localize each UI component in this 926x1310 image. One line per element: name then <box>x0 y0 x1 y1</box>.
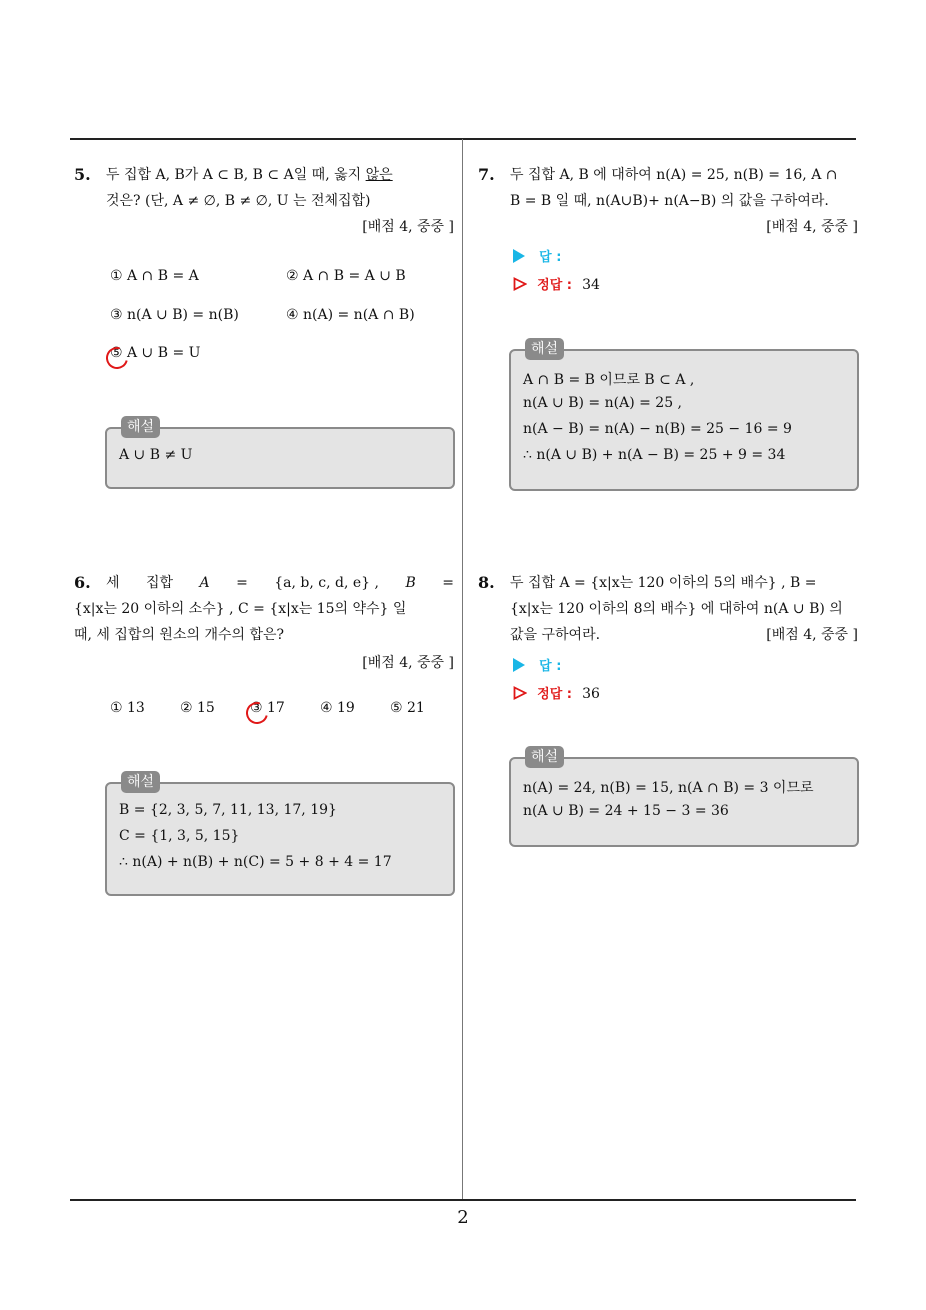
solution-tag: 해설 <box>121 771 160 793</box>
solution-line: B = {2, 3, 5, 7, 11, 13, 17, 19} <box>119 802 337 818</box>
option-1[interactable]: ① A ∩ B = A <box>110 268 199 284</box>
option-2[interactable]: ② 15 <box>180 700 215 716</box>
question-text-line1: 두 집합 A, B 에 대하여 n(A) = 25, n(B) = 16, A ∩ <box>510 167 838 183</box>
answer-line <box>513 246 561 265</box>
correct-label: 정답 : <box>537 278 572 293</box>
correct-answer-line <box>513 683 600 702</box>
question-text <box>106 162 454 214</box>
solution-line: n(A ∪ B) = n(A) = 25 , <box>523 395 682 411</box>
question-number: 5. <box>74 165 91 184</box>
correct-value: 34 <box>582 277 600 293</box>
option-5[interactable] <box>110 345 200 361</box>
question-text-line2: B = B 일 때, n(A∪B)+ n(A−B) 의 값을 구하여라. <box>510 193 829 209</box>
score-label: [배점 4, 중중 ] <box>766 627 858 643</box>
question-text-line2: {x|x는 120 이하의 8의 배수} 에 대하여 n(A ∪ B) 의 <box>510 601 843 617</box>
question-text-line2: 것은? (단, A ≠ ∅, B ≠ ∅, U 는 전체집합) <box>106 193 371 209</box>
outline-triangle-icon <box>513 686 527 700</box>
question-7 <box>478 162 858 242</box>
token: = <box>442 575 454 591</box>
outline-triangle-icon <box>513 277 527 291</box>
token: {a, b, c, d, e} , <box>274 575 379 591</box>
solution-line: n(A) = 24, n(B) = 15, n(A ∩ B) = 3 이므로 <box>523 780 814 796</box>
score-label: [배점 4, 중중 ] <box>766 219 858 235</box>
option-3[interactable]: ③ n(A ∪ B) = n(B) <box>110 307 239 323</box>
answer-label: 답 : <box>539 250 562 265</box>
score-label: [배점 4, 중중 ] <box>362 655 454 671</box>
solution-line: A ∩ B = B 이므로 B ⊂ A , <box>523 372 695 388</box>
solution-box <box>509 749 859 847</box>
solution-line: ∴ n(A) + n(B) + n(C) = 5 + 8 + 4 = 17 <box>119 854 392 870</box>
solution-box <box>509 341 859 491</box>
question-text-line1 <box>106 570 454 596</box>
token: 세 <box>106 575 120 591</box>
question-6 <box>74 570 454 680</box>
solution-line: A ∪ B ≠ U <box>119 447 193 463</box>
question-text-line3: 값을 구하여라. <box>510 627 601 643</box>
top-rule <box>70 138 856 140</box>
column-divider <box>462 139 463 1201</box>
solution-line: C = {1, 3, 5, 15} <box>119 828 240 844</box>
solution-box <box>105 774 455 896</box>
solution-line: n(A − B) = n(A) − n(B) = 25 − 16 = 9 <box>523 421 792 437</box>
score-label: [배점 4, 중중 ] <box>362 219 454 235</box>
question-text-line1: 두 집합 A = {x|x는 120 이하의 5의 배수} , B = <box>510 575 817 591</box>
question-5 <box>74 162 454 242</box>
bottom-rule <box>70 1199 856 1201</box>
token: 집합 <box>145 575 174 591</box>
correct-value: 36 <box>582 686 600 702</box>
question-number: 6. <box>74 573 91 592</box>
solution-line: ∴ n(A ∪ B) + n(A − B) = 25 + 9 = 34 <box>523 447 786 463</box>
option-4[interactable]: ④ 19 <box>320 700 355 716</box>
option-3-text: ③ 17 <box>250 700 285 716</box>
question-number: 8. <box>478 573 495 592</box>
token: = <box>236 575 248 591</box>
token: B <box>405 575 416 591</box>
underlined-word: 않은 <box>365 167 393 183</box>
play-triangle-icon <box>513 658 525 672</box>
answer-line <box>513 655 561 674</box>
question-text <box>106 570 454 596</box>
question-text-line3: 때, 세 집합의 원소의 개수의 합은? <box>74 627 285 643</box>
solution-tag: 해설 <box>121 416 160 438</box>
token: A <box>199 575 210 591</box>
correct-label: 정답 : <box>537 687 572 702</box>
question-text-line1: 두 집합 A, B가 A ⊂ B, B ⊂ A일 때, 옳지 <box>106 167 366 183</box>
correct-answer-line <box>513 274 600 293</box>
option-2[interactable]: ② A ∩ B = A ∪ B <box>286 268 406 284</box>
option-4[interactable]: ④ n(A) = n(A ∩ B) <box>286 307 415 323</box>
play-triangle-icon <box>513 249 525 263</box>
answer-label: 답 : <box>539 659 562 674</box>
option-3[interactable] <box>250 700 285 716</box>
solution-tag: 해설 <box>525 338 564 360</box>
solution-tag: 해설 <box>525 746 564 768</box>
option-5[interactable]: ⑤ 21 <box>390 700 425 716</box>
solution-line: n(A ∪ B) = 24 + 15 − 3 = 36 <box>523 803 729 819</box>
question-number: 7. <box>478 165 495 184</box>
option-1[interactable]: ① 13 <box>110 700 145 716</box>
page-number: 2 <box>457 1207 469 1228</box>
solution-box <box>105 419 455 489</box>
question-8 <box>478 570 858 650</box>
question-text-line2: {x|x는 20 이하의 소수} , C = {x|x는 15의 약수} 일 <box>74 601 407 617</box>
option-5-text: ⑤ A ∪ B = U <box>110 345 201 361</box>
